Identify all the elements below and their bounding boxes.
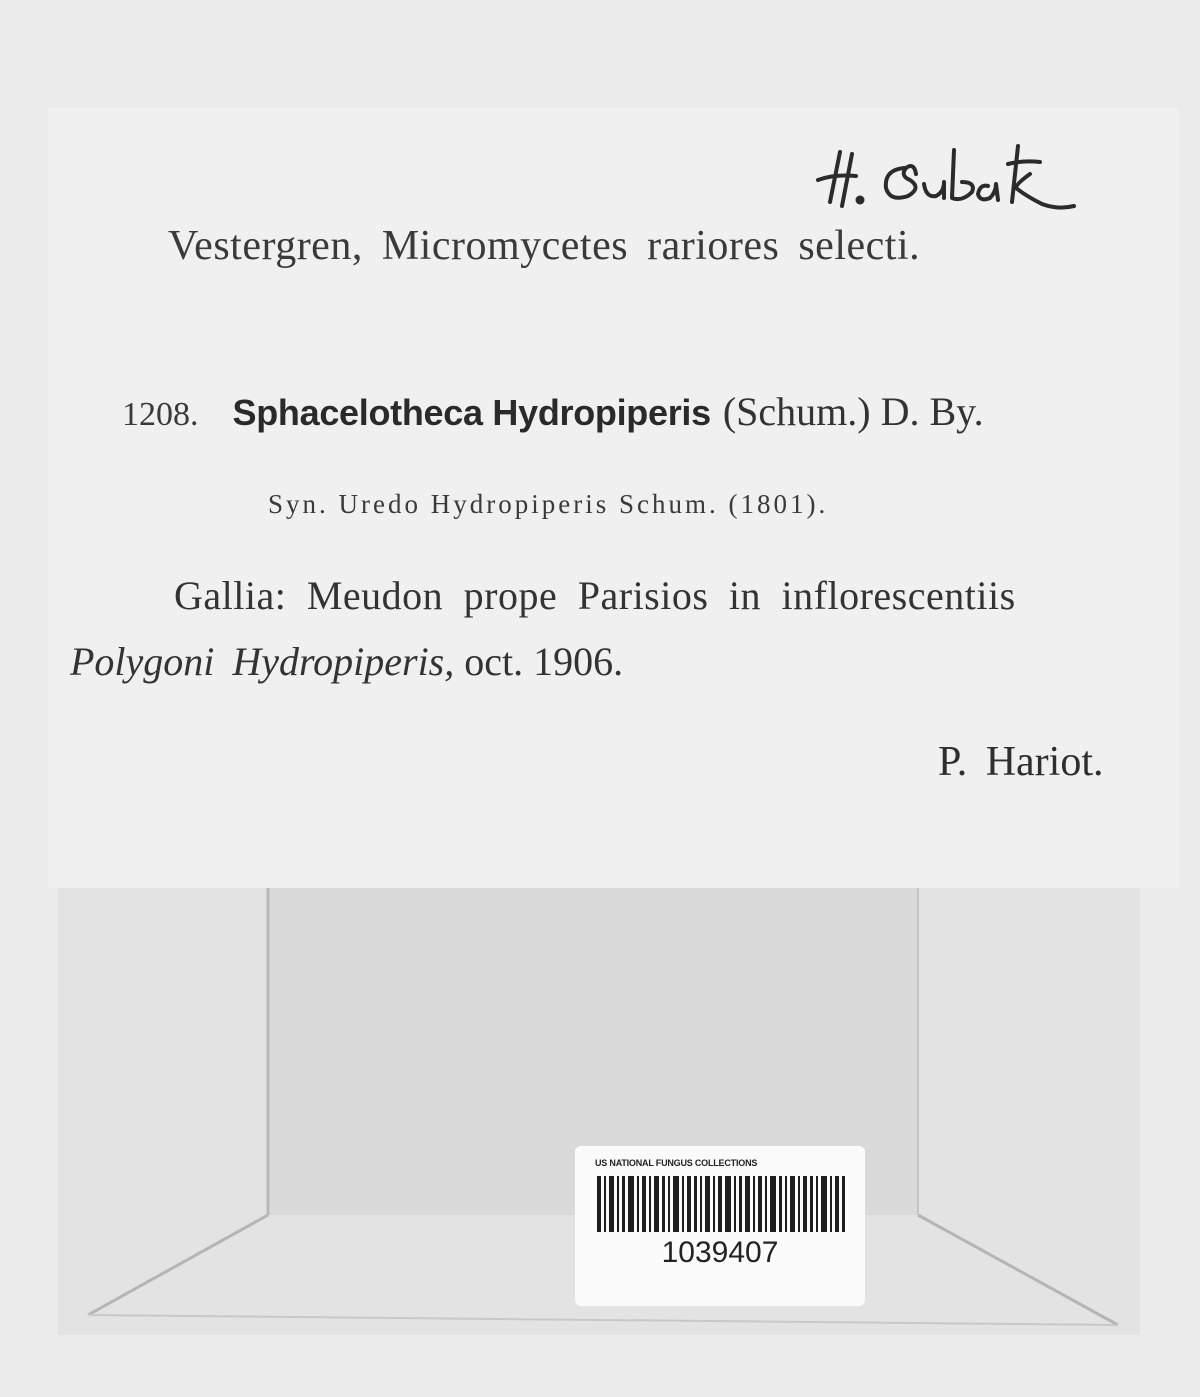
locality-line: Gallia: Meudon prope Parisios in inflorescentiis — [174, 573, 1016, 618]
host-date-line — [70, 638, 623, 685]
barcode-number: 1039407 — [661, 1236, 779, 1269]
barcode-header: US NATIONAL FUNGUS COLLECTIONS — [595, 1158, 758, 1168]
exsiccata-number: 1208. — [122, 396, 199, 433]
collection-date: oct. 1906. — [464, 639, 624, 684]
species-name: Sphacelotheca Hydropiperis — [232, 392, 711, 433]
barcode-sticker — [575, 1146, 865, 1306]
synonym-line: Syn. Uredo Hydropiperis Schum. (1801). — [268, 489, 829, 519]
handwritten-signature — [812, 140, 1102, 230]
species-line — [122, 388, 984, 435]
barcode-icon — [597, 1176, 847, 1232]
host-plant: Polygoni Hydropiperis, — [70, 639, 455, 684]
series-title: Vestergren, Micromycetes rariores selecti. — [168, 223, 921, 269]
collector-name: P. Hariot. — [938, 739, 1104, 785]
species-author: (Schum.) D. By. — [722, 389, 984, 434]
